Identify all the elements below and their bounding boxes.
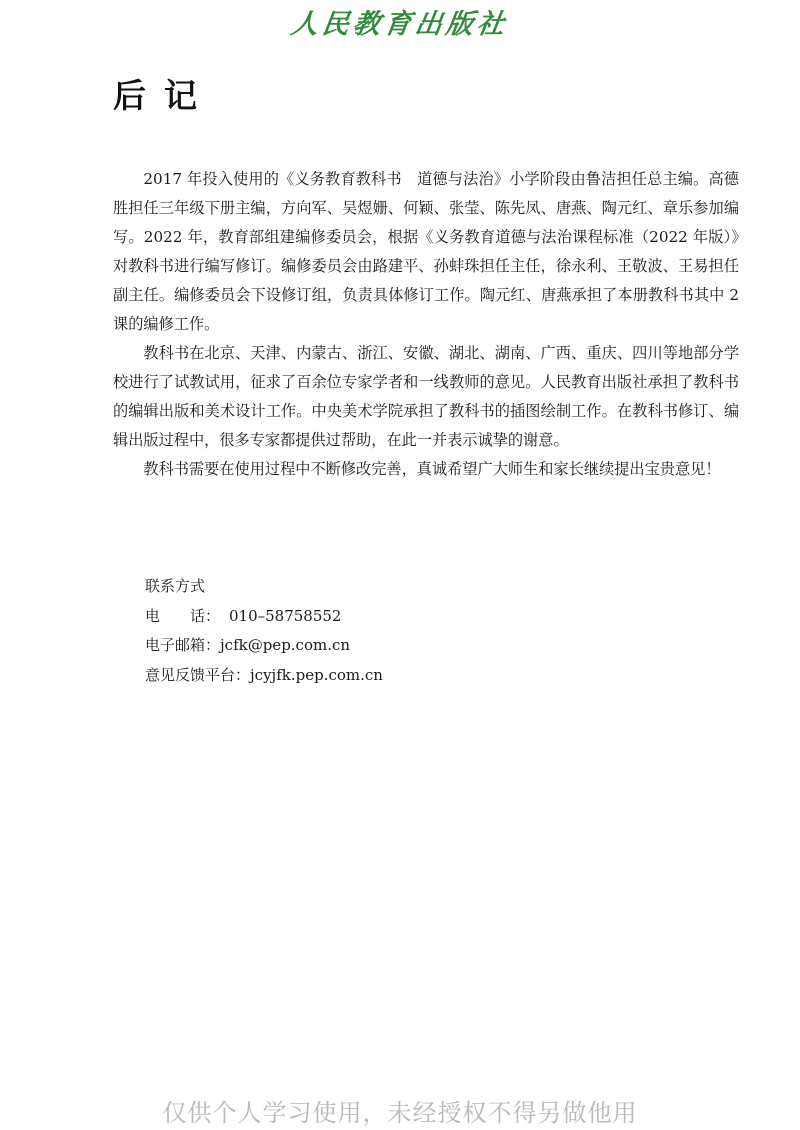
afterword-body xyxy=(113,165,739,484)
contact-email-row xyxy=(145,631,383,661)
phone-number: 010–58758552 xyxy=(229,606,342,625)
publisher-logo: 人民教育出版社 xyxy=(288,9,511,40)
feedback-url[interactable]: jcyjfk.pep.com.cn xyxy=(250,665,383,684)
paragraph-1: 2017 年投入使用的《义务教育教科书 道德与法治》小学阶段由鲁洁担任总主编。高德胜担任三年级下册主编，方向军、吴煜姗、何颖、张莹、陈先凤、唐燕、陶元红、章乐参加编写。2022 年，教育部组建编修委员会，根据《义务教育道德与法治课程标准（2022 年版）》对教科书进行编写修订。编修委员会由路建平、孙蚌珠担任主任，徐永利、王敬波、王易担任副主任。编修委员会下设修订组，负责具体修订工作。陶元红、唐燕承担了本册教科书其中 2 课的编修工作。 xyxy=(113,170,739,333)
contact-phone-row xyxy=(145,602,383,632)
paragraph-2: 教科书在北京、天津、内蒙古、浙江、安徽、湖北、湖南、广西、重庆、四川等地部分学校进行了试教试用，征求了百余位专家学者和一线教师的意见。人民教育出版社承担了教科书的编辑出版和美术设计工作。中央美术学院承担了教科书的插图绘制工作。在教科书修订、编辑出版过程中，很多专家都提供过帮助，在此一并表示诚挚的谢意。 xyxy=(113,344,739,449)
phone-label: 电 话： xyxy=(145,606,221,625)
email-label: 电子邮箱： xyxy=(145,636,221,654)
paragraph-3: 教科书需要在使用过程中不断修改完善，真诚希望广大师生和家长继续提出宝贵意见！ xyxy=(143,460,721,478)
page-title: 后记 xyxy=(113,76,215,115)
contact-block xyxy=(145,572,383,690)
contact-heading: 联系方式 xyxy=(145,577,206,595)
email-address[interactable]: jcfk@pep.com.cn xyxy=(220,636,351,654)
feedback-label: 意见反馈平台： xyxy=(145,665,251,684)
watermark: 仅供个人学习使用，未经授权不得另做他用 xyxy=(162,1099,638,1127)
contact-feedback-row xyxy=(145,661,383,691)
